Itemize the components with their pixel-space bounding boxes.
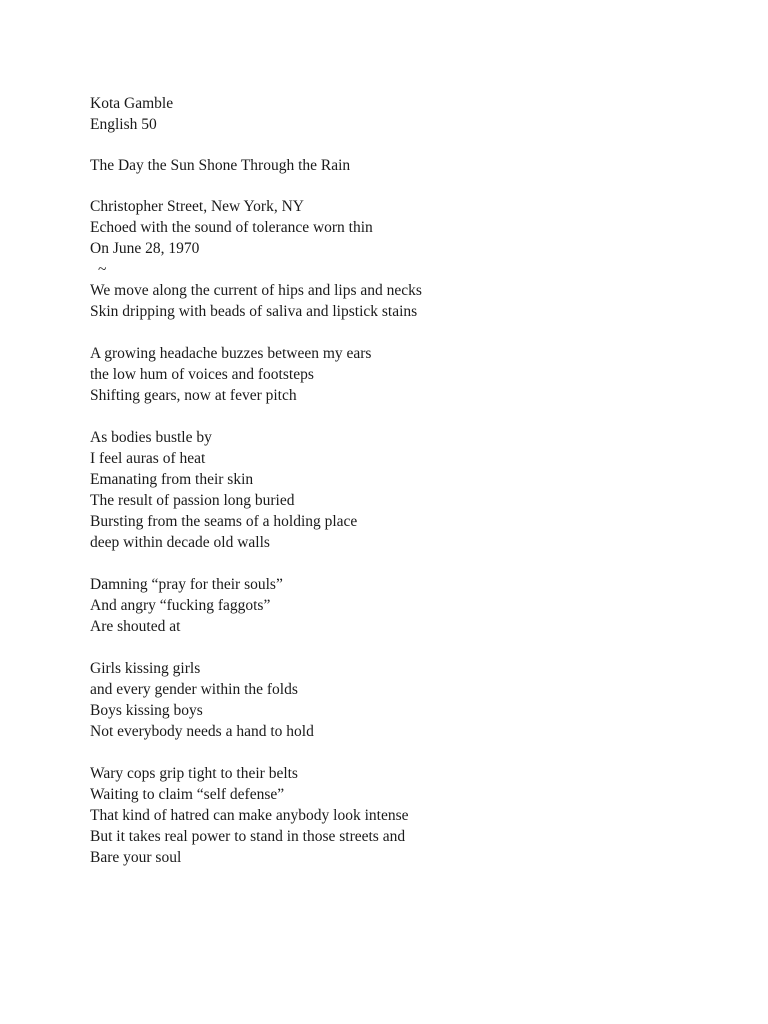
stanza — [90, 196, 730, 322]
section-break: ~ — [98, 261, 107, 278]
stanza — [90, 574, 730, 637]
poem-line: Bursting from the seams of a holding place — [90, 513, 358, 530]
poem-line: Damning “pray for their souls” — [90, 576, 283, 593]
poem-line: A growing headache buzzes between my ears — [90, 345, 372, 362]
poem-line: Skin dripping with beads of saliva and lipstick stains — [90, 303, 418, 320]
poem-line: That kind of hatred can make anybody look intense — [90, 807, 409, 824]
stanza — [90, 763, 730, 868]
poem-line: Waiting to claim “self defense” — [90, 786, 285, 803]
poem-line: Wary cops grip tight to their belts — [90, 765, 298, 782]
stanza — [90, 427, 730, 553]
poem-line: deep within decade old walls — [90, 534, 270, 551]
stanza — [90, 658, 730, 742]
poem-line: The result of passion long buried — [90, 492, 295, 509]
poem-line: I feel auras of heat — [90, 450, 206, 467]
poem-line: Echoed with the sound of tolerance worn thin — [90, 219, 373, 236]
stanza — [90, 343, 730, 406]
poem-line: Girls kissing girls — [90, 660, 201, 677]
poem-body — [90, 196, 730, 889]
course-name: English 50 — [90, 116, 157, 133]
poem-line: the low hum of voices and footsteps — [90, 366, 314, 383]
poem-line: Shifting gears, now at fever pitch — [90, 387, 297, 404]
poem-line: and every gender within the folds — [90, 681, 298, 698]
poem-line: But it takes real power to stand in those streets and — [90, 828, 406, 845]
poem-line: Bare your soul — [90, 849, 182, 866]
poem-line: Not everybody needs a hand to hold — [90, 723, 314, 740]
document-header — [90, 93, 173, 135]
poem-title: The Day the Sun Shone Through the Rain — [90, 157, 351, 174]
poem-line: Boys kissing boys — [90, 702, 203, 719]
poem-line: As bodies bustle by — [90, 429, 212, 446]
poem-line: On June 28, 1970 — [90, 240, 200, 257]
poem-line: And angry “fucking faggots” — [90, 597, 271, 614]
author-name: Kota Gamble — [90, 95, 174, 112]
poem-line: Christopher Street, New York, NY — [90, 198, 304, 215]
poem-line: Emanating from their skin — [90, 471, 254, 488]
poem-line: We move along the current of hips and lips and necks — [90, 282, 422, 299]
poem-line: Are shouted at — [90, 618, 181, 635]
